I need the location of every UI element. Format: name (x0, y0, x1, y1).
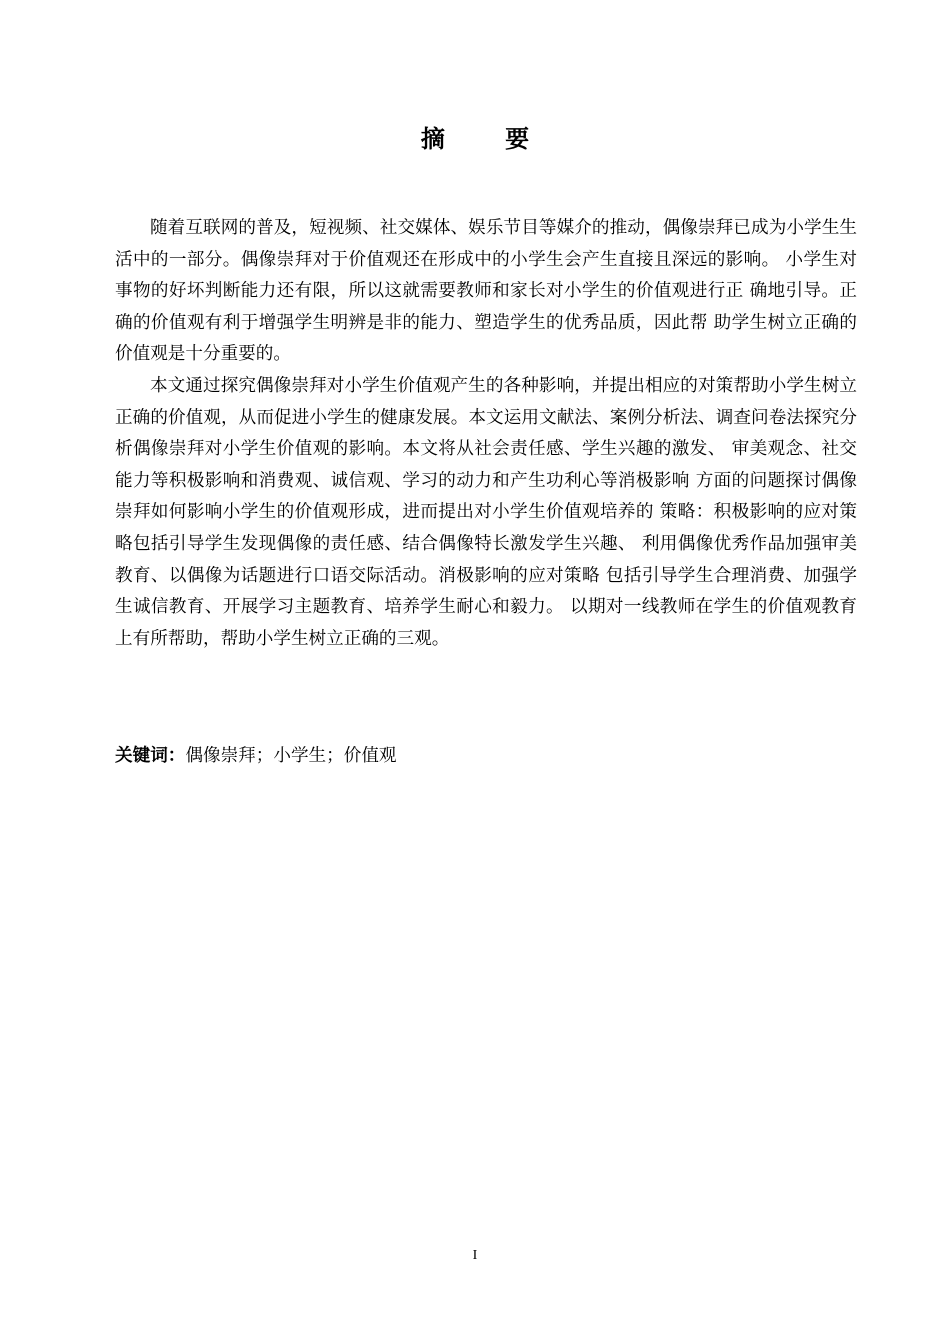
page-number: I (472, 1248, 478, 1263)
keywords-value: 偶像崇拜；小学生；价值观 (185, 746, 397, 766)
abstract-body (115, 213, 857, 655)
abstract-paragraph-1: 随着互联网的普及，短视频、社交媒体、娱乐节目等媒介的推动，偶像崇拜已成为小学生生活中的一部分。偶像崇拜对于价值观还在形成中的小学生会产生直接且深远的影响。 小学生对事物的好坏判断能力还有限，所以这就需要教师和家长对小学生的价值观进行正 确地引导。正确的价值观有利于增强学生明辨是非的能力、塑造学生的优秀品质，因此帮 助学生树立正确的价值观是十分重要的。 (115, 218, 857, 365)
abstract-paragraph-2: 本文通过探究偶像崇拜对小学生价值观产生的各种影响，并提出相应的对策帮助小学生树立正确的价值观，从而促进小学生的健康发展。本文运用文献法、案例分析法、调查问卷法探究分析偶像崇拜对小学生价值观的影响。本文将从社会责任感、学生兴趣的激发、 审美观念、社交能力等积极影响和消费观、诚信观、学习的动力和产生功利心等消极影响 方面的问题探讨偶像崇拜如何影响小学生的价值观形成，进而提出对小学生价值观培养的 策略：积极影响的应对策略包括引导学生发现偶像的责任感、结合偶像特长激发学生兴趣、 利用偶像优秀作品加强审美教育、以偶像为话题进行口语交际活动。消极影响的应对策略 包括引导学生合理消费、加强学生诚信教育、开展学习主题教育、培养学生耐心和毅力。 以期对一线教师在学生的价值观教育上有所帮助，帮助小学生树立正确的三观。 (115, 375, 857, 649)
abstract-title: 摘 要 (420, 125, 556, 153)
keywords-label: 关键词： (115, 746, 186, 766)
keywords-line (115, 742, 857, 770)
